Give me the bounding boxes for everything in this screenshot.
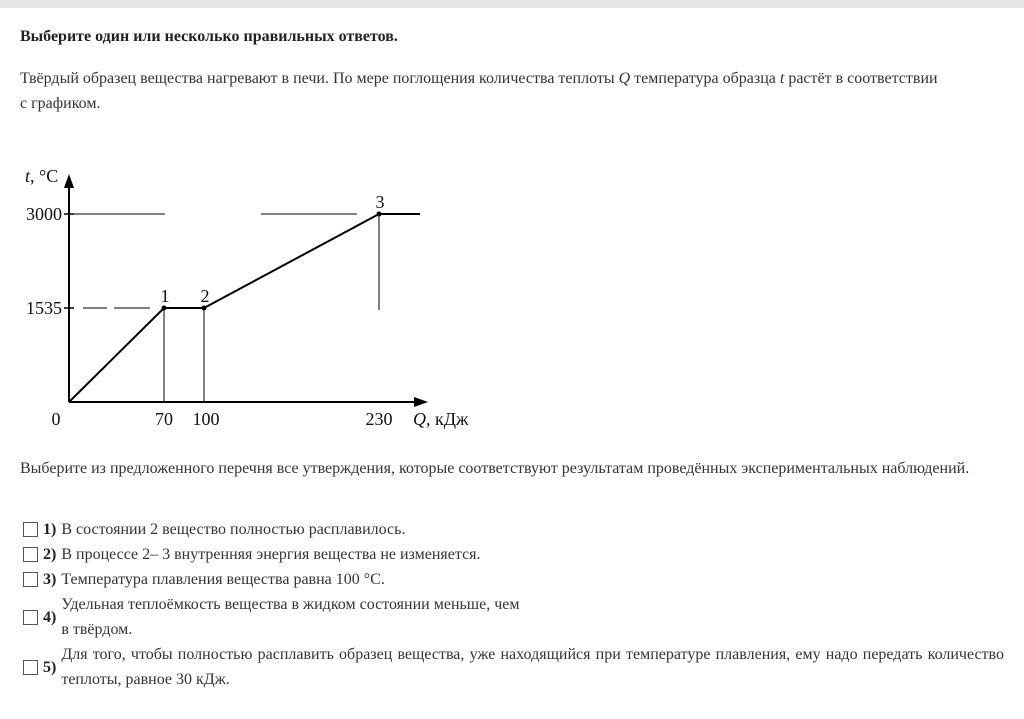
problem-part4: с графиком. [20,95,101,112]
temperature-heat-graph [0,160,500,440]
y-axis-arrow [64,174,74,188]
question-text: Выберите из предложенного перечня все утверждения, которые соответствуют результатам проведённых экспериментальных наблюдений. [20,460,970,477]
y-axis-var: t [25,166,31,186]
y-axis-label [25,166,58,186]
instruction-text: Выберите один или несколько правильных ответов. [20,28,398,45]
option-4-number: 4) [43,608,57,626]
option-3-number: 3) [43,571,57,588]
x-axis-var: Q, [413,409,431,429]
data-point-label-2: 2 [200,286,210,306]
option-5-checkbox[interactable] [23,660,38,675]
option-4-checkbox[interactable] [23,610,38,625]
option-3[interactable] [20,567,1004,592]
option-1-text: В состоянии 2 вещество полностью расплавилось. [61,521,406,538]
option-2-checkbox[interactable] [23,547,38,562]
data-point-3 [377,212,382,217]
x-axis-label [413,409,469,429]
problem-part2: температура образца [630,70,780,87]
problem-var-t: t [779,70,785,87]
origin-label: 0 [51,409,61,429]
problem-text [20,66,1004,116]
option-2-number: 2) [43,546,57,563]
data-point-1 [162,306,167,311]
option-4-text-line1: Удельная теплоёмкость вещества в жидком состоянии меньше, чем [61,596,520,613]
data-point-label-1: 1 [160,286,170,306]
option-3-checkbox[interactable] [23,572,38,587]
option-5[interactable] [20,642,1004,692]
problem-part1: Твёрдый образец вещества нагревают в печи. По мере поглощения количества теплоты [20,70,619,87]
option-5-text: Для того, чтобы полностью расплавить образец вещества, уже находящийся при температуре плавления, ему надо передать количество теплоты, равное 30 кДж. [61,646,1004,688]
option-2-text: В процессе 2– 3 внутренняя энергия вещества не изменяется. [61,546,481,563]
option-4-text [61,592,1004,642]
x-tick-label-100: 100 [192,409,220,429]
top-bar [0,0,1024,8]
x-axis-unit: кДж [430,409,469,429]
problem-var-q: Q [618,70,631,87]
option-2[interactable] [20,542,1004,567]
x-tick-label-230: 230 [365,409,393,429]
y-tick-label-3000: 3000 [26,204,62,224]
option-1-checkbox[interactable] [23,522,38,537]
y-tick-label-1535: 1535 [26,298,62,318]
data-point-label-3: 3 [375,192,385,212]
y-axis-unit: , °C [30,166,59,186]
option-1[interactable] [20,517,1004,542]
option-3-text: Температура плавления вещества равна 100 °С. [61,571,385,588]
option-5-number: 5) [43,658,57,676]
data-point-2 [202,306,207,311]
problem-part3: растёт в соответствии [784,70,938,87]
x-axis-arrow [414,397,428,407]
option-4-text-line2: в твёрдом. [61,621,133,638]
x-tick-label-70: 70 [155,409,173,429]
option-1-number: 1) [43,521,57,538]
option-4[interactable] [20,592,1004,642]
